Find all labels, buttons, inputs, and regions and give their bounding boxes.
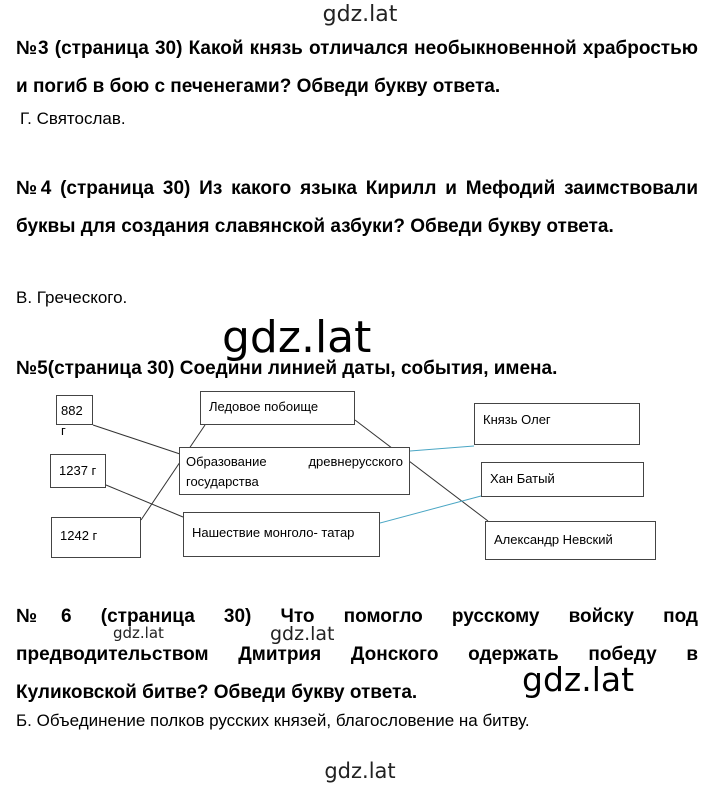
question-4: №4 (страница 30) Из какого языка Кирилл и Мефодий заимствовали буквы для создания славянской азбуки? Обведи букву ответа.: [16, 178, 698, 237]
line-1237-invasion: [106, 485, 183, 517]
watermark-large-2: gdz.lat: [522, 660, 635, 699]
name-box-batu[interactable]: Хан Батый: [481, 462, 644, 497]
watermark-bottom: gdz.lat: [324, 759, 396, 783]
answer-3: Г. Святослав.: [20, 109, 126, 128]
watermark-small-2: gdz.lat: [270, 623, 335, 645]
question-5: №5(страница 30) Соедини линией даты, события, имена.: [16, 358, 558, 379]
event-box-mongol-invasion[interactable]: Нашествие монголо- татар: [183, 512, 380, 557]
date-box-1242[interactable]: 1242 г: [51, 517, 141, 558]
watermark-top: gdz.lat: [322, 2, 398, 27]
watermark-large: gdz.lat: [222, 312, 372, 363]
line-invasion-batu: [380, 496, 481, 523]
answer-6: Б. Объединение полков русских князей, благословение на битву.: [16, 711, 530, 730]
date-box-882[interactable]: 882 г: [56, 395, 93, 425]
question-6: №6 (страница 30) Что помогло русскому войску под предводительством Дмитрия Донского одержать победу в Куликовской битве? Обведи букву ответа.: [16, 606, 698, 703]
answer-4: В. Греческого.: [16, 288, 128, 307]
question-3: №3 (страница 30) Какой князь отличался необыкновенной храбростью и погиб в бою с печенегами? Обведи букву ответа.: [16, 38, 698, 97]
event-box-ice-battle[interactable]: Ледовое побоище: [200, 391, 355, 425]
line-formation-oleg: [410, 446, 474, 451]
name-box-oleg[interactable]: Князь Олег: [474, 403, 640, 445]
date-box-1237[interactable]: 1237 г: [50, 454, 106, 488]
watermark-small-1: gdz.lat: [113, 624, 164, 642]
event-box-state-formation[interactable]: Образование древнерусского государства: [179, 447, 410, 495]
line-882-formation: [93, 425, 183, 455]
name-box-nevsky[interactable]: Александр Невский: [485, 521, 656, 560]
